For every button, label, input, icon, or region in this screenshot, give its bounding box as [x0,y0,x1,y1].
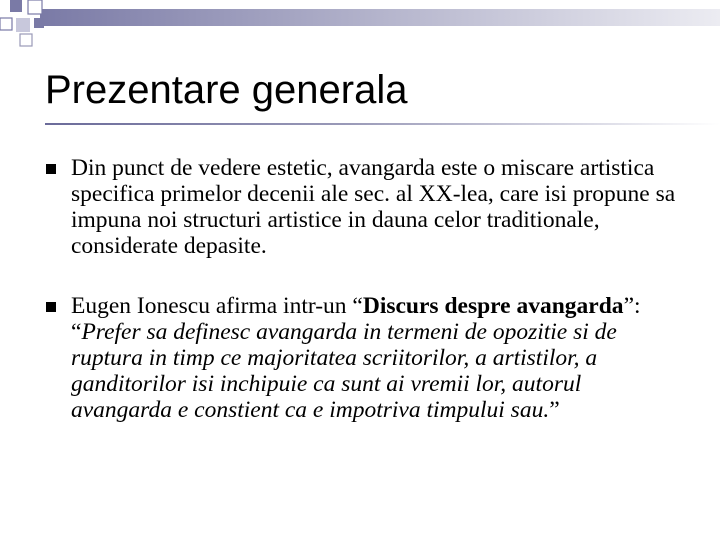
quotation-text: Prefer sa definesc avangarda in termeni de opozitie si de ruptura in timp ce majoritatea scriitorilor, a artistilor, a ganditorilor isi inchipuie ca sunt ai vremii lor, autorul avangarda e constient ca e impotriva timpului sau. [71,319,617,423]
corner-decoration [0,0,720,50]
quote-closing: ” [549,397,560,423]
title-underline [45,123,720,125]
bullet-item-2 [40,293,680,423]
bullet-text: Din punct de vedere estetic, avangarda este o miscare artistica specifica primelor decenii ale sec. al XX-lea, care isi propune sa impuna noi structuri artistice in dauna celor traditionale, considerate depasite. [71,155,676,259]
square-bullet-icon [46,302,56,312]
work-title: Discurs despre avangarda [362,293,624,319]
square-bullet-icon [46,164,56,174]
bullet-item-1 [40,155,680,259]
bullet-intro-text: Eugen Ionescu afirma intr-un “ [71,293,363,319]
bullet-list [40,155,680,423]
quote-opening: ”: “ [71,293,641,345]
slide-title: Prezentare generala [45,68,408,112]
